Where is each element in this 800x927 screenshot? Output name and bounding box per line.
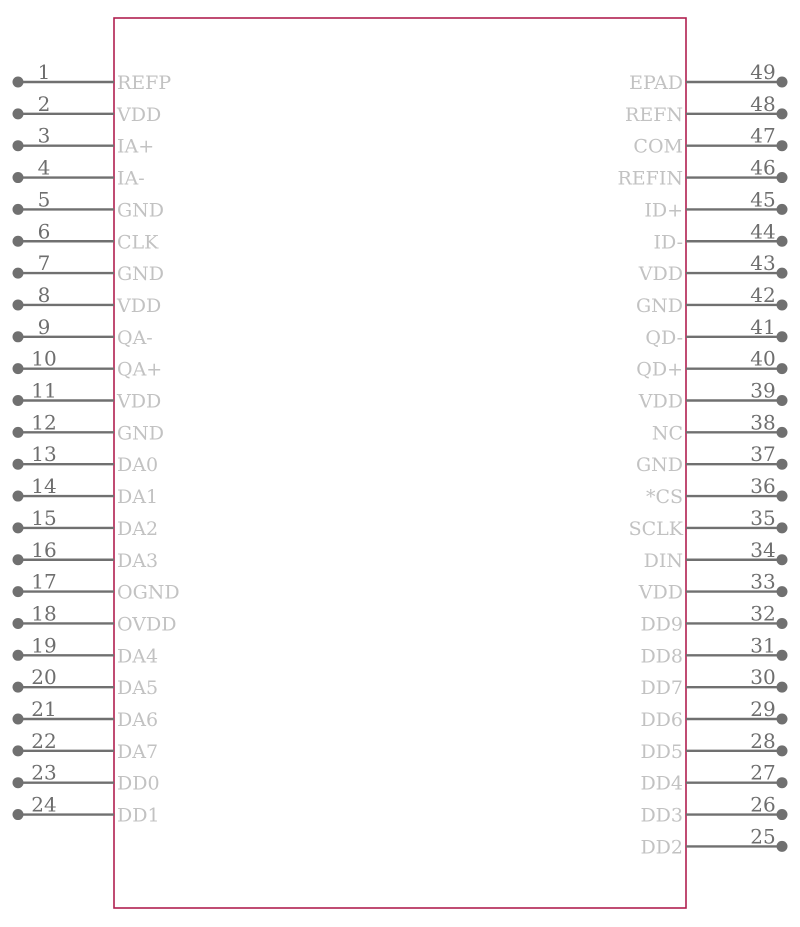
pin-number: 40 — [750, 346, 776, 371]
pin-name: VDD — [638, 390, 683, 413]
pin-terminal-dot — [13, 172, 24, 183]
pin-48 — [625, 92, 787, 126]
pin-17 — [13, 570, 180, 604]
pin-name: OVDD — [117, 613, 177, 636]
pin-2 — [13, 92, 162, 126]
pin-terminal-dot — [13, 108, 24, 119]
pin-terminal-dot — [777, 236, 788, 247]
pin-40 — [636, 347, 787, 381]
pin-3 — [13, 124, 155, 158]
pin-11 — [13, 379, 162, 413]
pin-number: 18 — [31, 601, 57, 626]
pin-number: 11 — [31, 378, 57, 403]
pin-number: 15 — [31, 505, 57, 530]
pin-terminal-dot — [777, 522, 788, 533]
pin-terminal-dot — [777, 618, 788, 629]
pin-number: 38 — [750, 410, 776, 435]
pin-name: DD8 — [640, 645, 683, 668]
pin-number: 35 — [750, 505, 776, 530]
pin-number: 5 — [37, 187, 51, 212]
pin-number: 49 — [750, 60, 776, 84]
pin-number: 46 — [750, 155, 776, 180]
pin-name: COM — [633, 135, 683, 158]
pin-25 — [640, 824, 787, 858]
pin-name: DD3 — [640, 804, 683, 827]
pin-number: 19 — [31, 633, 57, 658]
pin-terminal-dot — [13, 554, 24, 565]
pin-33 — [638, 570, 788, 604]
pin-terminal-dot — [777, 363, 788, 374]
pin-16 — [13, 538, 159, 572]
pin-name: VDD — [638, 581, 683, 604]
pin-terminal-dot — [777, 77, 788, 88]
pin-46 — [618, 156, 788, 190]
pin-terminal-dot — [13, 140, 24, 151]
pin-terminal-dot — [777, 682, 788, 693]
pin-name: DD7 — [640, 677, 683, 700]
ic-body-outline — [114, 18, 686, 908]
pin-31 — [640, 633, 787, 667]
pin-12 — [13, 410, 165, 444]
pin-name: GND — [117, 263, 165, 286]
pin-5 — [13, 187, 165, 221]
pin-name: DA7 — [117, 740, 159, 763]
pin-name: GND — [117, 199, 165, 222]
pin-terminal-dot — [777, 745, 788, 756]
pin-number: 27 — [750, 760, 776, 785]
pin-terminal-dot — [13, 77, 24, 88]
pin-terminal-dot — [13, 427, 24, 438]
pin-24 — [13, 793, 160, 827]
pin-number: 45 — [750, 187, 776, 212]
pin-45 — [644, 187, 787, 221]
pin-name: VDD — [117, 390, 162, 413]
pin-terminal-dot — [777, 140, 788, 151]
pin-terminal-dot — [777, 108, 788, 119]
pin-terminal-dot — [13, 714, 24, 725]
pin-39 — [638, 379, 788, 413]
pin-number: 7 — [37, 251, 51, 276]
pin-15 — [13, 506, 159, 540]
pin-30 — [640, 665, 787, 699]
pin-6 — [13, 219, 160, 253]
pin-name: DA6 — [117, 709, 159, 731]
pin-terminal-dot — [13, 618, 24, 629]
pin-number: 33 — [750, 569, 776, 594]
pin-name: QD- — [645, 326, 683, 349]
pin-number: 36 — [750, 474, 776, 499]
pin-terminal-dot — [13, 268, 24, 279]
pin-number: 21 — [31, 697, 57, 721]
pin-terminal-dot — [13, 522, 24, 533]
pin-28 — [640, 729, 787, 763]
pin-name: DD9 — [640, 613, 683, 636]
pin-terminal-dot — [13, 777, 24, 788]
pin-terminal-dot — [777, 714, 788, 725]
pin-number: 8 — [37, 282, 51, 307]
pin-29 — [640, 697, 787, 731]
pin-number: 48 — [750, 91, 776, 116]
pin-49 — [629, 60, 787, 94]
pin-name: DA2 — [117, 517, 159, 540]
pin-13 — [13, 442, 159, 476]
pin-number: 6 — [37, 219, 51, 244]
pin-37 — [636, 442, 788, 476]
pin-27 — [640, 761, 787, 795]
pin-name: VDD — [117, 294, 162, 317]
pin-name: DD4 — [640, 772, 683, 795]
pin-number: 16 — [31, 537, 57, 562]
pin-name: DA3 — [117, 549, 159, 572]
left-pin-column — [13, 60, 180, 827]
pin-44 — [653, 219, 787, 253]
pin-number: 28 — [750, 728, 776, 753]
right-pin-column — [618, 60, 788, 858]
pin-terminal-dot — [777, 427, 788, 438]
pin-name: SCLK — [628, 517, 683, 540]
pin-9 — [13, 315, 153, 349]
pin-number: 41 — [750, 314, 776, 339]
pin-name: DIN — [643, 549, 683, 572]
pin-name: QD+ — [636, 358, 683, 381]
pin-43 — [638, 251, 788, 285]
pin-number: 20 — [31, 665, 57, 690]
pin-terminal-dot — [13, 204, 24, 215]
pin-name: ID- — [653, 231, 683, 254]
pin-name: DA5 — [117, 677, 159, 700]
pin-terminal-dot — [777, 395, 788, 406]
pin-19 — [13, 633, 159, 667]
pin-number: 31 — [750, 633, 776, 658]
pin-number: 47 — [750, 123, 776, 148]
pin-number: 2 — [37, 91, 51, 116]
pin-terminal-dot — [13, 363, 24, 374]
pin-number: 29 — [750, 697, 776, 721]
pin-number: 37 — [750, 442, 776, 467]
pin-4 — [13, 156, 145, 190]
pin-number: 13 — [31, 442, 57, 467]
pin-7 — [13, 251, 165, 285]
pin-name: OGND — [117, 581, 180, 604]
pin-name: REFIN — [617, 167, 683, 190]
pin-terminal-dot — [13, 745, 24, 756]
pin-terminal-dot — [777, 491, 788, 502]
pin-terminal-dot — [13, 682, 24, 693]
pin-number: 24 — [31, 792, 57, 817]
pin-name: CLK — [117, 231, 159, 254]
pin-name: IA+ — [117, 135, 155, 158]
pin-terminal-dot — [777, 204, 788, 215]
pin-number: 10 — [31, 346, 57, 371]
pin-number: 9 — [37, 314, 51, 339]
pin-number: 43 — [750, 251, 776, 276]
pin-number: 4 — [37, 155, 51, 180]
pin-name: DA1 — [117, 486, 159, 509]
pin-terminal-dot — [777, 459, 788, 470]
pin-20 — [13, 665, 159, 699]
pin-number: 30 — [750, 665, 776, 690]
pin-name: DA0 — [117, 454, 159, 477]
pin-number: 32 — [750, 601, 776, 626]
pin-32 — [640, 601, 787, 635]
pin-name: DD1 — [117, 804, 160, 827]
pin-23 — [13, 761, 160, 795]
pin-terminal-dot — [13, 491, 24, 502]
pin-terminal-dot — [777, 268, 788, 279]
pin-18 — [13, 601, 177, 635]
pin-name: REFP — [117, 72, 172, 94]
pin-terminal-dot — [777, 172, 788, 183]
pin-26 — [640, 793, 787, 827]
pin-terminal-dot — [777, 777, 788, 788]
pin-number: 23 — [31, 760, 57, 785]
pin-name: VDD — [117, 103, 162, 126]
pin-terminal-dot — [13, 299, 24, 310]
pin-terminal-dot — [777, 331, 788, 342]
pin-41 — [645, 315, 787, 349]
pin-terminal-dot — [777, 650, 788, 661]
pin-38 — [652, 410, 788, 444]
pin-21 — [13, 697, 159, 731]
pin-name: *CS — [645, 486, 683, 509]
pin-number: 39 — [750, 378, 776, 403]
pin-number: 22 — [31, 728, 57, 753]
pin-name: QA- — [117, 326, 153, 349]
pin-terminal-dot — [13, 809, 24, 820]
pin-name: ID+ — [644, 199, 683, 222]
pin-name: EPAD — [629, 72, 683, 94]
pin-name: REFN — [625, 103, 683, 126]
pin-10 — [13, 347, 163, 381]
pin-8 — [13, 283, 162, 317]
pin-name: GND — [635, 454, 683, 477]
pin-terminal-dot — [13, 586, 24, 597]
pin-terminal-dot — [13, 236, 24, 247]
pin-number: 34 — [750, 537, 776, 562]
pin-name: VDD — [638, 263, 683, 286]
pin-name: GND — [635, 294, 683, 317]
pin-name: DD6 — [640, 709, 683, 731]
pin-number: 26 — [750, 792, 776, 817]
pin-42 — [636, 283, 788, 317]
pin-terminal-dot — [777, 554, 788, 565]
pin-number: 1 — [37, 60, 51, 84]
pin-number: 3 — [37, 123, 51, 148]
pin-14 — [13, 474, 159, 508]
pin-number: 42 — [750, 282, 776, 307]
pin-1 — [13, 60, 172, 94]
pin-name: DD0 — [117, 772, 160, 795]
pin-name: GND — [117, 422, 165, 445]
pin-name: QA+ — [117, 358, 163, 381]
pin-36 — [646, 474, 788, 508]
pin-terminal-dot — [13, 650, 24, 661]
pin-terminal-dot — [777, 841, 788, 852]
pin-number: 44 — [750, 219, 776, 244]
pin-name: DA4 — [117, 645, 159, 668]
pin-number: 17 — [31, 569, 57, 594]
pin-22 — [13, 729, 159, 763]
pin-name: IA- — [117, 167, 145, 190]
pin-number: 25 — [750, 824, 776, 849]
pin-34 — [644, 538, 788, 572]
pin-terminal-dot — [777, 586, 788, 597]
pin-name: DD5 — [640, 740, 683, 763]
pin-number: 12 — [31, 410, 57, 435]
pin-name: DD2 — [640, 836, 683, 859]
pin-terminal-dot — [777, 299, 788, 310]
pin-terminal-dot — [13, 331, 24, 342]
pin-terminal-dot — [13, 395, 24, 406]
pin-terminal-dot — [777, 809, 788, 820]
pin-number: 14 — [31, 474, 57, 499]
pin-name: NC — [651, 422, 683, 445]
pin-35 — [629, 506, 788, 540]
pin-47 — [633, 124, 787, 158]
pin-terminal-dot — [13, 459, 24, 470]
